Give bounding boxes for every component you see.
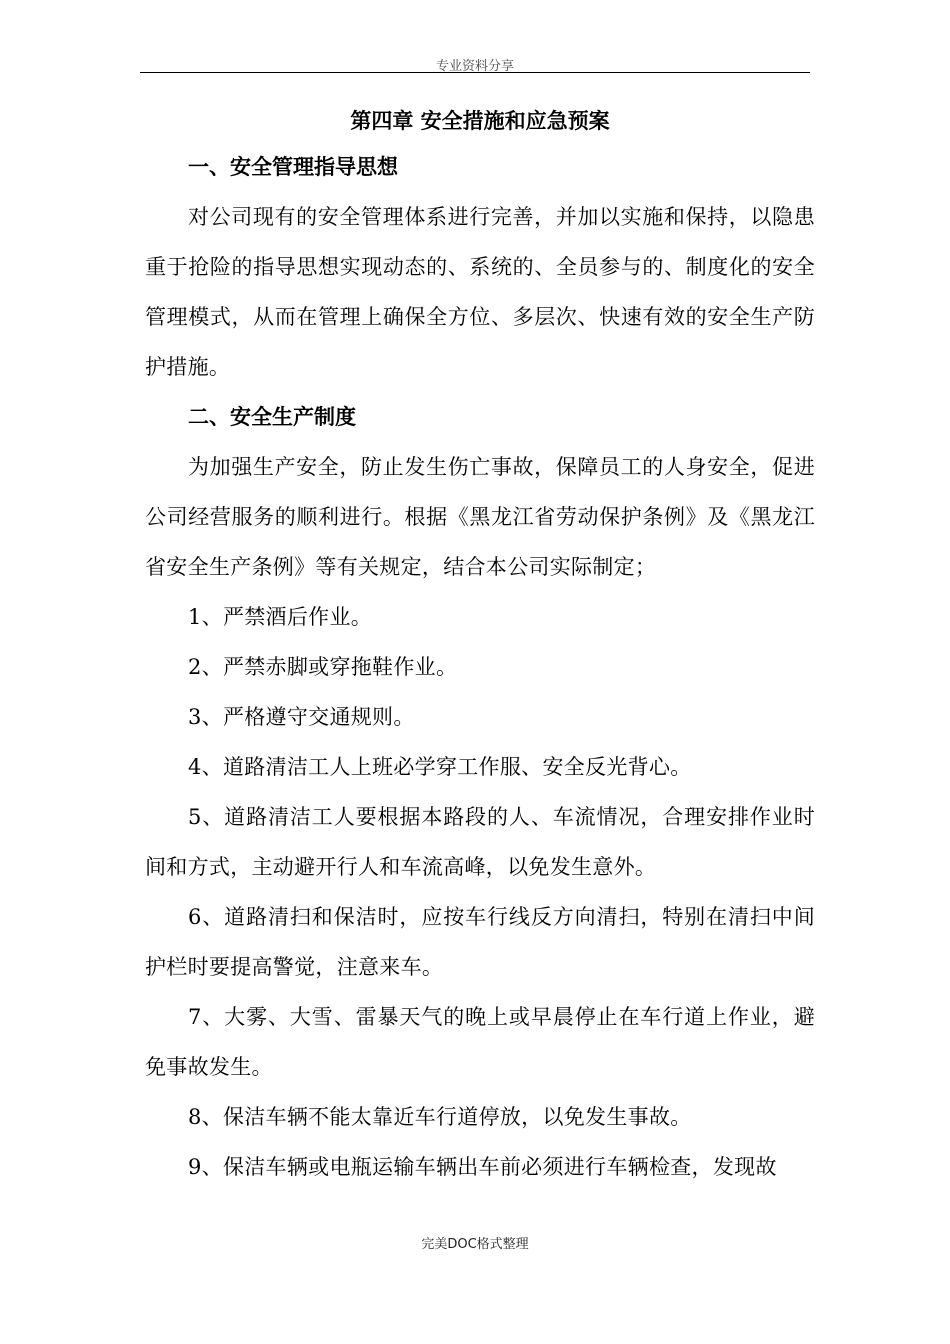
list-item-rule-9: 9、保洁车辆或电瓶运输车辆出车前必须进行车辆检查，发现故: [188, 1155, 777, 1179]
page-footer: 完美DOC格式整理: [421, 1237, 529, 1252]
section-heading-guiding-thought: 一、安全管理指导思想: [188, 155, 398, 179]
list-item-rule-6: 6、道路清扫和保洁时，应按车行线反方向清扫，特别在清扫中间护栏时要提高警觉，注意来车。: [145, 905, 815, 979]
paragraph: 为加强生产安全，防止发生伤亡事故，保障员工的人身安全，促进公司经营服务的顺利进行。根据《黑龙江省劳动保护条例》及《黑龙江省安全生产条例》等有关规定，结合本公司实际制定；: [145, 455, 815, 579]
list-item-rule-4: 4、道路清洁工人上班必学穿工作服、安全反光背心。: [188, 755, 692, 779]
list-item-rule-3: 3、严格遵守交通规则。: [188, 705, 415, 729]
chapter-title: 第四章 安全措施和应急预案: [350, 109, 610, 133]
paragraph: 对公司现有的安全管理体系进行完善，并加以实施和保持，以隐患重于抢险的指导思想实现动态的、系统的、全员参与的、制度化的安全管理模式，从而在管理上确保全方位、多层次、快速有效的安全生产防护措施。: [145, 205, 815, 379]
document-body: [145, 100, 815, 1192]
list-item-rule-2: 2、严禁赤脚或穿拖鞋作业。: [188, 655, 458, 679]
list-item-rule-7: 7、大雾、大雪、雷暴天气的晚上或早晨停止在车行道上作业，避免事故发生。: [145, 1005, 815, 1079]
section-heading-safety-rules: 二、安全生产制度: [188, 405, 356, 429]
header-divider: [140, 72, 810, 73]
list-item-rule-8: 8、保洁车辆不能太靠近车行道停放，以免发生事故。: [188, 1105, 692, 1129]
list-item-rule-5: 5、道路清洁工人要根据本路段的人、车流情况，合理安排作业时间和方式，主动避开行人和车流高峰，以免发生意外。: [145, 805, 815, 879]
list-item-rule-1: 1、严禁酒后作业。: [188, 605, 373, 629]
page-header: 专业资料分享: [435, 59, 514, 74]
